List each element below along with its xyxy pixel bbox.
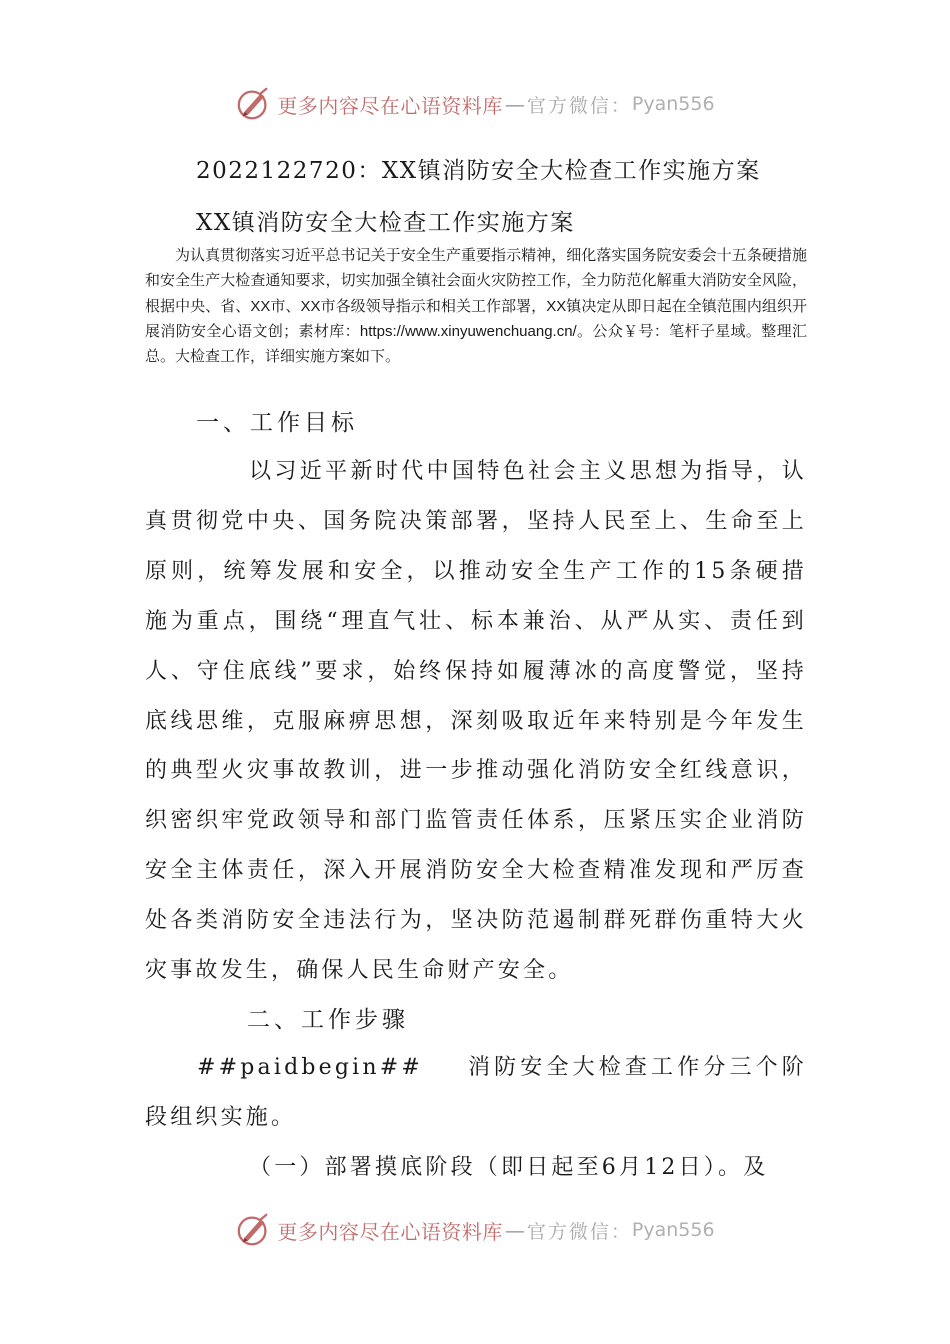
banner-wechat-label: 官方微信： xyxy=(526,94,632,117)
pen-logo-icon xyxy=(235,1211,273,1249)
document-subtitle: XX镇消防安全大检查工作实施方案 xyxy=(196,210,575,236)
banner-wechat-id: Pyan556 xyxy=(631,93,715,115)
banner-separator: — xyxy=(504,1218,525,1242)
banner-text: 更多内容尽在心语资料库 xyxy=(277,93,503,118)
header-watermark-banner xyxy=(0,82,950,126)
section2-heading: 二、工作步骤 xyxy=(247,1007,409,1033)
banner-wechat-id: Pyan556 xyxy=(631,1219,715,1241)
section2-paragraph xyxy=(145,1043,807,1143)
footer-watermark-banner xyxy=(0,1208,950,1252)
section1-heading: 一、工作目标 xyxy=(196,410,358,436)
section2-text: 消防安全大检查工作分三个阶段组织实施。 xyxy=(145,1055,807,1130)
pen-logo-icon xyxy=(235,85,273,123)
phase1-paragraph: （一）部署摸底阶段（即日起至6月12日）。及 xyxy=(249,1155,769,1180)
paid-marker: ##paidbegin## xyxy=(197,1055,424,1080)
banner-wechat-label: 官方微信： xyxy=(526,1220,632,1243)
intro-paragraph: 为认真贯彻落实习近平总书记关于安全生产重要指示精神，细化落实国务院安委会十五条硬措施和安全生产大检查通知要求，切实加强全镇社会面火灾防控工作，全力防范化解重大消防安全风险，根据中央、省、XX市、XX市各级领导指示和相关工作部署，XX镇决定从即日起在全镇范围内组织开展消防安全心语文创；素材库：https://www.xinyuwenchuang.cn/。公众￥号：笔杆子星域。整理汇总。大检查工作，详细实施方案如下。 xyxy=(145,247,807,366)
section1-paragraph: 以习近平新时代中国特色社会主义思想为指导，认真贯彻党中央、国务院决策部署，坚持人民至上、生命至上原则，统筹发展和安全，以推动安全生产工作的15条硬措施为重点，围绕“理直气壮、标本兼治、从严从实、责任到人、守住底线”要求，始终保持如履薄冰的高度警觉，坚持底线思维，克服麻痹思想，深刻吸取近年来特别是今年发生的典型火灾事故教训，进一步推动强化消防安全红线意识，织密织牢党政领导和部门监管责任体系，压紧压实企业消防安全主体责任，深入开展消防安全大检查精准发现和严厉查处各类消防安全违法行为，坚决防范遏制群死群伤重特大火灾事故发生，确保人民生命财产安全。 xyxy=(145,459,807,984)
document-title: 2022122720：XX镇消防安全大检查工作实施方案 xyxy=(196,158,761,184)
banner-text: 更多内容尽在心语资料库 xyxy=(277,1219,503,1244)
banner-separator: — xyxy=(504,92,525,116)
